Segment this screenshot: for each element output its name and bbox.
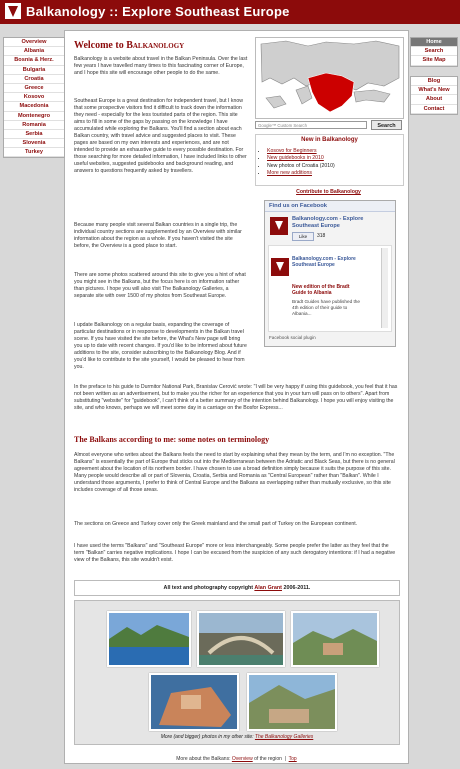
- facebook-feed: [268, 245, 392, 332]
- nav-item-turkey[interactable]: Turkey: [4, 148, 64, 157]
- nav-item-macedonia[interactable]: Macedonia: [4, 102, 64, 111]
- like-count: 318: [317, 233, 326, 239]
- site-title[interactable]: Balkanology :: Explore Southeast Europe: [26, 4, 290, 19]
- search-button[interactable]: Search: [371, 120, 402, 130]
- site-logo-icon[interactable]: [5, 3, 21, 19]
- galleries-link[interactable]: The Balkanology Galleries: [254, 734, 314, 740]
- list-item[interactable]: • New photos of Croatia (2010): [267, 163, 335, 170]
- nav-item-search[interactable]: Search: [411, 47, 457, 56]
- contribute-link[interactable]: Contribute to Balkanology: [296, 189, 361, 195]
- footer-overview-link[interactable]: Overview: [231, 756, 253, 762]
- nav-item-overview[interactable]: Overview: [4, 38, 64, 47]
- nav-item-bosnia-herz[interactable]: Bosnia & Herz.: [4, 56, 64, 65]
- nav-item-greece[interactable]: Greece: [4, 84, 64, 93]
- preface-paragraph: In the preface to his guide to Durmitor National Park, Branislav Cerović wrote: "I will be very happy if using this guidebook, you feel that it has not been written as an advertisement, but to make you the richer for an experience that you in your turn will pass on to others". Apart from substituting "website" for "guidebook", I can't think of a better summary of the intention behind Balkanology. I hope you will enjoy visiting the site, and who knows, perhaps we will meet some day in a carriage on the Bosfor Express...: [74, 384, 398, 411]
- secondary-nav: [410, 76, 458, 115]
- nav-item-croatia[interactable]: Croatia: [4, 75, 64, 84]
- nav-item-what-s-new[interactable]: What's New: [411, 86, 457, 95]
- footer-top-link[interactable]: Top: [288, 756, 297, 762]
- nav-item-site-map[interactable]: Site Map: [411, 56, 457, 65]
- feed-scrollbar[interactable]: [381, 248, 388, 328]
- photo-gallery: [74, 600, 400, 745]
- nav-item-about[interactable]: About: [411, 95, 457, 104]
- gallery-caption: More (and bigger) photos in my other site: The Balkanology Galleries: [160, 734, 314, 740]
- photo-bridge[interactable]: [197, 611, 285, 667]
- whats-new-box: [255, 134, 404, 186]
- list-item[interactable]: • More new additions: [267, 170, 335, 177]
- whats-new-list: [260, 148, 335, 178]
- facebook-widget: [264, 200, 396, 347]
- nav-item-albania[interactable]: Albania: [4, 47, 64, 56]
- nav-item-bulgaria[interactable]: Bulgaria: [4, 66, 64, 75]
- photos-paragraph: There are some photos scattered around this site to give you a hint of what you might see in the Balkans, but the focus here is on information rather than pictures. I hope you will also visit The Balkanology Galleries, a separate site with over 1500 of my photos from Southeast Europe.: [74, 272, 246, 299]
- post-text: New edition of the Bradt Guide to Albania: [292, 284, 350, 296]
- facebook-header: Find us on Facebook: [265, 201, 395, 212]
- photo-coast[interactable]: [107, 611, 191, 667]
- photo-mountain-town[interactable]: [247, 673, 337, 731]
- post-title[interactable]: Balkanology.com - Explore Southeast Europe: [292, 256, 356, 269]
- nav-item-romania[interactable]: Romania: [4, 121, 64, 130]
- page-title: Welcome to Balkanology: [74, 40, 185, 51]
- country-nav: [3, 37, 65, 158]
- site-banner: [0, 0, 460, 24]
- nav-item-montenegro[interactable]: Montenegro: [4, 112, 64, 121]
- list-item[interactable]: • Kosovo for Beginners: [267, 148, 335, 155]
- nav-item-serbia[interactable]: Serbia: [4, 130, 64, 139]
- nav-item-blog[interactable]: Blog: [411, 77, 457, 86]
- photo-village[interactable]: [291, 611, 379, 667]
- author-link[interactable]: Alan Grant: [254, 585, 282, 591]
- photo-old-town[interactable]: [149, 673, 239, 731]
- terminology-heading: The Balkans according to me: some notes on terminology: [74, 435, 270, 444]
- facebook-plugin-label: Facebook social plugin: [269, 335, 316, 340]
- post-avatar: [271, 258, 289, 276]
- page-avatar[interactable]: [270, 217, 288, 235]
- post-sub: Bradt Guides have published the 4th edition of their guide to Albania...: [292, 299, 361, 316]
- like-button[interactable]: Like: [292, 232, 314, 241]
- list-item[interactable]: • New guidebooks in 2010: [267, 155, 335, 162]
- site-search: [255, 120, 402, 131]
- terminology-paragraph-2: The sections on Greece and Turkey cover only the Greek mainland and the small part of Turkey on the European continent.: [74, 521, 358, 527]
- balkans-map[interactable]: [255, 37, 404, 119]
- nav-item-contact[interactable]: Contact: [411, 105, 457, 114]
- intro-paragraph: Balkanology is a website about travel in the Balkan Peninsula. Over the last few years I have travelled many times to this fascinating corner of Europe, and I hope this site will encourage other people to do the same.: [74, 56, 248, 76]
- updates-paragraph: I update Balkanology on a regular basis, expanding the coverage of particular destinations or in response to developments in the Balkan travel scene. If you have visited the site before, the What's New page will bring you up to date with recent changes. If you'd like to be informed about future additions to the site, consider subscribing to the Balkanology Blog. And if you'd like to contribute to the site yourself, I would be pleased to hear from you.: [74, 322, 247, 370]
- page-footer: More about the Balkans: Overview of the region | Top: [176, 756, 297, 762]
- terminology-paragraph-3: I have used the terms "Balkans" and "Southeast Europe" more or less interchangeably. Some people prefer the latter as they feel that the term "Balkan" carries negative implications. I hope I can be excused from the suspicion of any such derogatory intentions: if I had a negative view of the Balkans, this site wouldn't exist.: [74, 543, 396, 563]
- whats-new-title: New in Balkanology: [301, 137, 358, 143]
- purpose-paragraph: Southeast Europe is a great destination for independent travel, but I know that some prospective visitors find it difficult to track down the information they need - especially for the less touristed parts of the region. This site aims to fill in some of the gaps by passing on the knowledge I have accumulated while exploring the Balkans. You'll find a section about each Balkan country, with travel advice and suggested places to visit. These pages are based on my own interests and experiences, and are not intended to provide an exhaustive guide to every possible destination. For those searching for more detailed information, I have included links to other useful websites, suggested guidebooks and background reading, and answers to questions frequently asked by travellers.: [74, 98, 247, 174]
- nav-item-slovenia[interactable]: Slovenia: [4, 139, 64, 148]
- copyright-notice: All text and photography copyright Alan Grant 2006-2011.: [74, 580, 400, 596]
- overview-paragraph: Because many people visit several Balkan countries in a single trip, the individual country sections are supplemented by an Overview with similar information about the region as a whole. If you haven't visited the site before, the Overview is a good place to start.: [74, 222, 242, 249]
- search-input[interactable]: Google™ Custom Search: [255, 121, 367, 129]
- facebook-page-name[interactable]: Balkanology.com - Explore Southeast Europe: [292, 216, 364, 229]
- nav-item-home[interactable]: Home: [411, 38, 457, 47]
- nav-item-kosovo[interactable]: Kosovo: [4, 93, 64, 102]
- terminology-paragraph-1: Almost everyone who writes about the Balkans feels the need to start by explaining what they mean by the term, and I'm no exception. "The Balkans" is essentially the part of Europe that sticks out into the Mediterranean between the Adriatic and Black Seas, but there is no general agreement about the location of its northern border. I have chosen to use a broad definition simply because it suits the purpose of this site. Many people would describe all or part of Slovenia, Croatia, Serbia and Romania as "Central European" rather than "Balkan". While I understand those arguments, I prefer to think of Central Europe and the Balkans as overlapping rather than mutually exclusive, so this site includes coverage of all those areas.: [74, 452, 395, 493]
- site-nav: [410, 37, 458, 67]
